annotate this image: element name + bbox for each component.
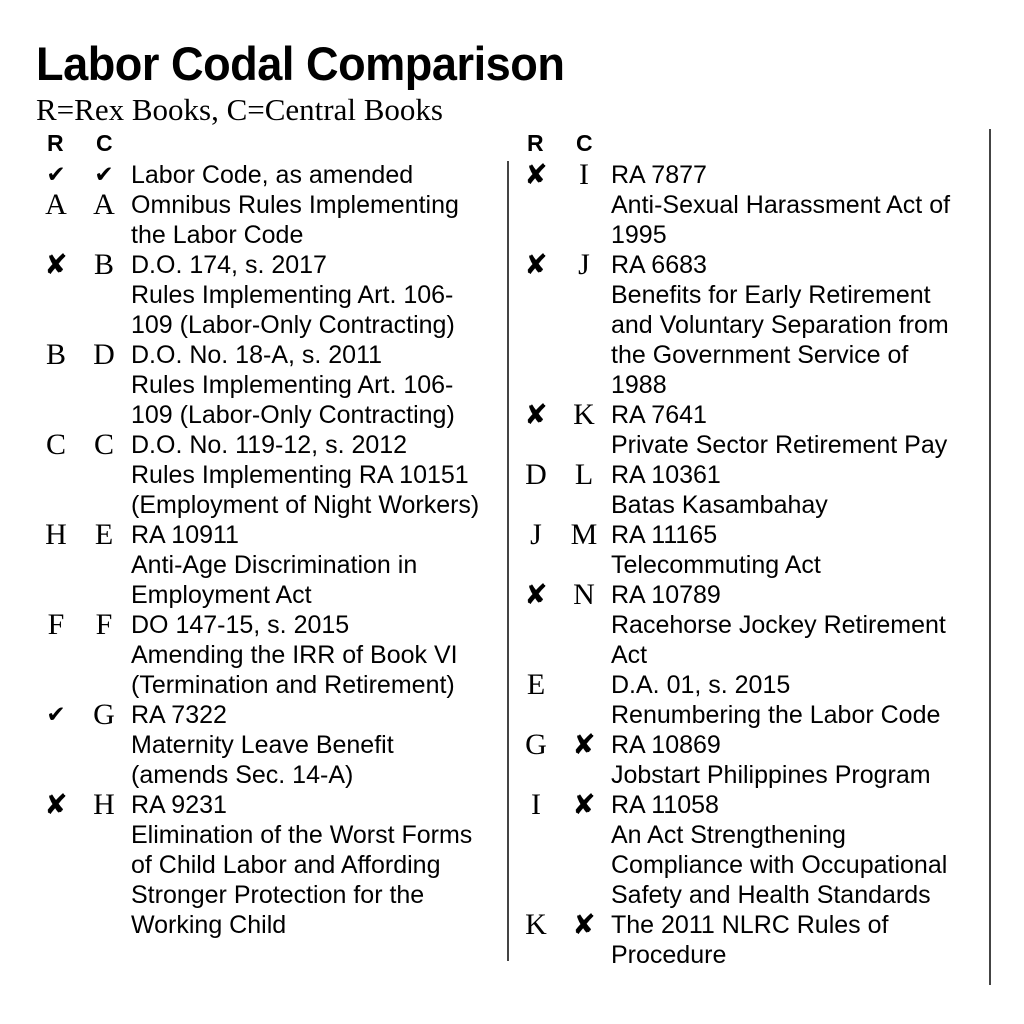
row-description — [131, 160, 506, 190]
row-detail-line: Racehorse Jockey Retirement — [611, 611, 946, 639]
mark-letter-central: M — [570, 518, 598, 551]
table-row — [516, 460, 986, 520]
row-detail-line: Jobstart Philippines Program — [611, 761, 931, 789]
row-reference: Labor Code, as amended — [131, 161, 414, 189]
row-detail-line: Private Sector Retirement Pay — [611, 431, 948, 459]
row-reference: RA 11165 — [611, 521, 718, 549]
table-row — [516, 730, 986, 790]
mark-letter-rex: I — [531, 788, 541, 821]
row-description — [131, 190, 506, 250]
column-header-rex: R — [47, 130, 64, 156]
row-detail-line: 109 (Labor-Only Contracting) — [131, 311, 455, 339]
mark-letter-rex: G — [525, 728, 547, 761]
table-row — [36, 190, 506, 250]
row-detail-line: Stronger Protection for the — [131, 881, 425, 909]
column-header-rex: R — [527, 130, 544, 156]
row-description — [611, 520, 986, 580]
row-detail-line: 1995 — [611, 221, 667, 249]
check-icon: ✔ — [46, 162, 66, 188]
row-reference: Omnibus Rules Implementing — [131, 191, 459, 219]
mark-letter-central: J — [578, 248, 590, 281]
row-detail-line: Employment Act — [131, 581, 312, 609]
table-row — [36, 160, 506, 190]
row-detail-line: An Act Strengthening — [611, 821, 846, 849]
row-reference: RA 10869 — [611, 731, 721, 759]
row-reference: RA 10911 — [131, 521, 239, 549]
table-row — [36, 430, 506, 520]
row-description — [611, 460, 986, 520]
mark-letter-central: F — [95, 608, 113, 641]
row-detail-line: Renumbering the Labor Code — [611, 701, 941, 729]
row-detail-line: Working Child — [131, 911, 287, 939]
table-row — [36, 520, 506, 610]
row-description — [131, 790, 506, 940]
comparison-column-right — [516, 131, 986, 970]
row-reference: RA 11058 — [611, 791, 719, 819]
table-row — [516, 670, 986, 730]
row-detail-line: Anti-Sexual Harassment Act of — [611, 191, 951, 219]
row-description — [131, 610, 506, 700]
table-row — [516, 400, 986, 460]
column-divider-left — [507, 161, 509, 961]
table-row — [36, 340, 506, 430]
cross-icon: ✘ — [524, 248, 548, 281]
row-description — [131, 250, 506, 340]
table-row — [36, 250, 506, 340]
row-detail-line: Rules Implementing Art. 106- — [131, 371, 454, 399]
row-reference: The 2011 NLRC Rules of — [611, 911, 889, 939]
row-reference: DO 147-15, s. 2015 — [131, 611, 350, 639]
row-detail-line: 109 (Labor-Only Contracting) — [131, 401, 455, 429]
row-reference: RA 9231 — [131, 791, 227, 819]
row-detail-line: Elimination of the Worst Forms — [131, 821, 473, 849]
cross-icon: ✘ — [44, 248, 68, 281]
row-reference: RA 10789 — [611, 581, 721, 609]
table-row — [516, 160, 986, 250]
cross-icon: ✘ — [572, 908, 596, 941]
mark-letter-central: E — [94, 518, 114, 551]
mark-letter-central: A — [93, 188, 115, 221]
row-detail-line: Rules Implementing RA 10151 — [131, 461, 469, 489]
row-detail-line: Batas Kasambahay — [611, 491, 828, 519]
mark-letter-rex: K — [525, 908, 547, 941]
column-header-left — [36, 131, 506, 160]
mark-letter-central: K — [573, 398, 595, 431]
table-row — [36, 790, 506, 940]
row-description — [611, 790, 986, 910]
mark-letter-rex: D — [525, 458, 547, 491]
mark-letter-rex: F — [47, 608, 65, 641]
mark-letter-central: C — [93, 428, 114, 461]
table-row — [516, 790, 986, 910]
row-detail-line: Safety and Health Standards — [611, 881, 931, 909]
row-description — [611, 730, 986, 790]
row-list-left — [36, 160, 506, 940]
row-detail-line: the Government Service of — [611, 341, 909, 369]
row-description — [611, 670, 986, 730]
row-detail-line: of Child Labor and Affording — [131, 851, 441, 879]
row-reference: D.O. No. 119-12, s. 2012 — [131, 431, 408, 459]
mark-letter-central: N — [573, 578, 595, 611]
column-header-central: C — [576, 130, 593, 156]
mark-letter-rex: E — [526, 668, 546, 701]
mark-letter-rex: J — [530, 518, 542, 551]
column-header-right — [516, 131, 986, 160]
row-detail-line: Telecommuting Act — [611, 551, 821, 579]
row-detail-line: (Employment of Night Workers) — [131, 491, 480, 519]
row-reference: D.O. 174, s. 2017 — [131, 251, 327, 279]
row-description — [611, 160, 986, 250]
row-description — [131, 340, 506, 430]
table-row — [36, 700, 506, 790]
mark-letter-rex: A — [45, 188, 67, 221]
row-detail-line: Compliance with Occupational — [611, 851, 948, 879]
mark-letter-central: L — [574, 458, 594, 491]
row-detail-line: (amends Sec. 14-A) — [131, 761, 354, 789]
row-reference: RA 7877 — [611, 161, 707, 189]
row-detail-line: Benefits for Early Retirement — [611, 281, 931, 309]
mark-letter-central: G — [93, 698, 115, 731]
row-detail-line: Act — [611, 641, 648, 669]
row-description — [611, 910, 986, 970]
mark-letter-rex: B — [45, 338, 66, 371]
row-reference: D.A. 01, s. 2015 — [611, 671, 791, 699]
mark-letter-central: D — [93, 338, 115, 371]
row-description — [131, 520, 506, 610]
cross-icon: ✘ — [44, 788, 68, 821]
legend-subtitle: R=Rex Books, C=Central Books — [36, 92, 443, 127]
check-icon: ✔ — [94, 162, 114, 188]
table-row — [516, 250, 986, 400]
row-detail-line: Procedure — [611, 941, 727, 969]
row-description — [131, 430, 506, 520]
column-header-central: C — [96, 130, 113, 156]
mark-letter-central: H — [93, 788, 115, 821]
row-detail-line: the Labor Code — [131, 221, 304, 249]
mark-letter-central: I — [579, 158, 589, 191]
row-list-right — [516, 160, 986, 970]
row-detail-line: and Voluntary Separation from — [611, 311, 949, 339]
row-detail-line: Anti-Age Discrimination in — [131, 551, 418, 579]
column-divider-right — [989, 129, 991, 985]
row-description — [131, 700, 506, 790]
cross-icon: ✘ — [524, 578, 548, 611]
row-reference: RA 7641 — [611, 401, 707, 429]
row-reference: D.O. No. 18-A, s. 2011 — [131, 341, 383, 369]
mark-letter-rex: C — [45, 428, 66, 461]
row-reference: RA 7322 — [131, 701, 227, 729]
comparison-column-left — [36, 131, 506, 940]
row-detail-line: Amending the IRR of Book VI — [131, 641, 458, 669]
row-detail-line: 1988 — [611, 371, 667, 399]
table-row — [516, 910, 986, 970]
row-detail-line: Maternity Leave Benefit — [131, 731, 394, 759]
cross-icon: ✘ — [572, 728, 596, 761]
row-reference: RA 10361 — [611, 461, 721, 489]
row-detail-line: Rules Implementing Art. 106- — [131, 281, 454, 309]
row-description — [611, 400, 986, 460]
cross-icon: ✘ — [572, 788, 596, 821]
table-row — [516, 520, 986, 580]
cross-icon: ✘ — [524, 398, 548, 431]
row-reference: RA 6683 — [611, 251, 707, 279]
row-description — [611, 250, 986, 400]
check-icon: ✔ — [46, 702, 66, 728]
row-detail-line: (Termination and Retirement) — [131, 671, 455, 699]
cross-icon: ✘ — [524, 158, 548, 191]
mark-letter-central: B — [93, 248, 114, 281]
row-description — [611, 580, 986, 670]
table-row — [36, 610, 506, 700]
table-row — [516, 580, 986, 670]
mark-letter-rex: H — [45, 518, 67, 551]
page-title: Labor Codal Comparison — [36, 37, 565, 90]
